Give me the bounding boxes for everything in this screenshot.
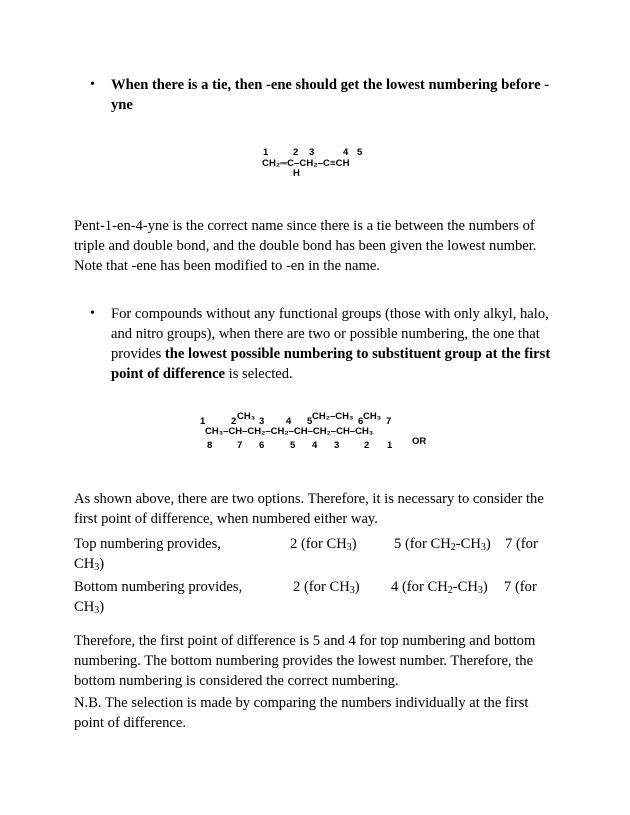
text-line: For compounds without any functional groups (those with only alkyl, halo, <box>111 306 549 322</box>
hydrogen-label: H <box>293 168 300 179</box>
text-segment: 2 (for CH <box>293 579 350 595</box>
text-segment: CH <box>74 556 95 572</box>
text-line: bottom numbering is considered the correct numbering. <box>74 673 399 689</box>
text-segment: ) <box>99 556 105 572</box>
pentenyne-structure <box>262 148 382 184</box>
text-segment: 5 (for CH <box>394 536 451 552</box>
subscript: 3 <box>349 585 355 596</box>
text-line: When there is a tie, then -ene should get the lowest numbering before - <box>111 77 550 93</box>
octane-derivative-structure <box>200 410 440 452</box>
text-segment: ) <box>351 536 357 552</box>
carbon-number: 3 <box>309 147 315 158</box>
subscript: 2 <box>447 585 453 596</box>
carbon-number-bottom: 5 <box>290 440 296 451</box>
text-segment: ) <box>485 536 491 552</box>
subscript: 3 <box>477 585 483 596</box>
carbon-number-bottom: 1 <box>387 440 393 451</box>
bullet-text-no-functional-groups <box>111 304 551 384</box>
carbon-number-top: 1 <box>200 416 206 427</box>
text-line: point of difference. <box>74 715 186 731</box>
text-line: Pent-1-en-4-yne is the correct name since there is a tie between the numbers of <box>74 218 535 234</box>
row-label: Bottom numbering provides, <box>74 579 243 595</box>
carbon-number-bottom: 6 <box>259 440 265 451</box>
subscript: 3 <box>94 605 100 616</box>
carbon-number-bottom: 2 <box>364 440 370 451</box>
text-line: As shown above, there are two options. Therefore, it is necessary to consider the <box>74 491 544 507</box>
substituent-methyl: CH₃ <box>363 411 382 422</box>
bullet-text-tie-rule <box>111 75 551 115</box>
text-line: numbering. The bottom numbering provides the lowest number. Therefore, the <box>74 653 534 669</box>
carbon-number-top: 7 <box>386 416 392 427</box>
text-line: and nitro groups), when there are two or possible numbering, the one that <box>111 326 540 342</box>
substituent-ethyl: CH₂–CH₃ <box>312 411 354 422</box>
carbon-number-top: 4 <box>286 416 292 427</box>
substituent-methyl: CH₃ <box>237 411 256 422</box>
paragraph-nb-note <box>74 693 554 733</box>
locant-methyl <box>290 534 357 554</box>
top-numbering-row-wrap <box>74 554 554 574</box>
text-segment: ) <box>482 579 488 595</box>
text-segment: -CH <box>452 579 478 595</box>
text-segment: ) <box>354 579 360 595</box>
text-line: Note that -ene has been modified to -en in the name. <box>74 258 380 274</box>
or-label: OR <box>412 436 427 447</box>
text-line <box>111 364 551 384</box>
wrapped-text <box>74 597 104 617</box>
main-chain-formula: CH₃–CH–CH₂–CH₂–CH–CH₂–CH–CH₃ <box>205 426 374 437</box>
text-line: triple and double bond, and the double bond has been given the lowest number. <box>74 238 537 254</box>
subscript: 2 <box>450 542 456 553</box>
carbon-number-top: 3 <box>259 416 265 427</box>
top-numbering-row <box>74 534 554 554</box>
carbon-number: 5 <box>357 147 363 158</box>
locant-methyl-2: 7 (for <box>504 579 537 595</box>
bold-text: the lowest possible numbering to substituent group at the first <box>164 346 551 362</box>
bottom-numbering-row <box>74 577 554 597</box>
text-line: Therefore, the first point of difference is 5 and 4 for top numbering and bottom <box>74 633 536 649</box>
carbon-number-bottom: 8 <box>207 440 213 451</box>
locant-methyl <box>293 577 360 597</box>
row-label: Top numbering provides, <box>74 536 221 552</box>
paragraph-first-point-of-difference <box>74 631 554 691</box>
carbon-number-bottom: 4 <box>312 440 318 451</box>
carbon-number-top: 5 <box>307 416 313 427</box>
structural-formula: CH₂═C–CH₂–C≡CH <box>262 158 350 169</box>
paragraph-pentenyne-explanation <box>74 216 554 276</box>
locant-ethyl <box>391 577 488 597</box>
text-segment: 4 (for CH <box>391 579 448 595</box>
text-segment: CH <box>74 599 95 615</box>
text-line: first point of difference, when numbered either way. <box>74 511 378 527</box>
text-segment: is selected. <box>225 366 293 382</box>
bullet-marker: • <box>90 77 95 92</box>
text-segment: ) <box>99 599 105 615</box>
bullet-marker: • <box>90 306 95 321</box>
subscript: 3 <box>480 542 486 553</box>
bold-text: point of difference <box>111 366 226 382</box>
carbon-number: 1 <box>263 147 269 158</box>
locant-ethyl <box>394 534 491 554</box>
carbon-number: 2 <box>293 147 299 158</box>
text-line: N.B. The selection is made by comparing the numbers individually at the first <box>74 695 529 711</box>
carbon-number-bottom: 3 <box>334 440 340 451</box>
subscript: 3 <box>346 542 352 553</box>
locant-methyl-2: 7 (for <box>505 536 538 552</box>
text-line <box>111 344 551 364</box>
carbon-number-bottom: 7 <box>237 440 243 451</box>
bottom-numbering-row-wrap <box>74 597 554 617</box>
text-segment: -CH <box>455 536 481 552</box>
carbon-number: 4 <box>343 147 349 158</box>
text-line: yne <box>111 97 133 113</box>
wrapped-text <box>74 554 104 574</box>
paragraph-two-options <box>74 489 554 529</box>
subscript: 3 <box>94 562 100 573</box>
carbon-number-top: 6 <box>358 416 364 427</box>
text-segment: provides <box>111 346 165 362</box>
carbon-number-top: 2 <box>231 416 237 427</box>
text-segment: 2 (for CH <box>290 536 347 552</box>
